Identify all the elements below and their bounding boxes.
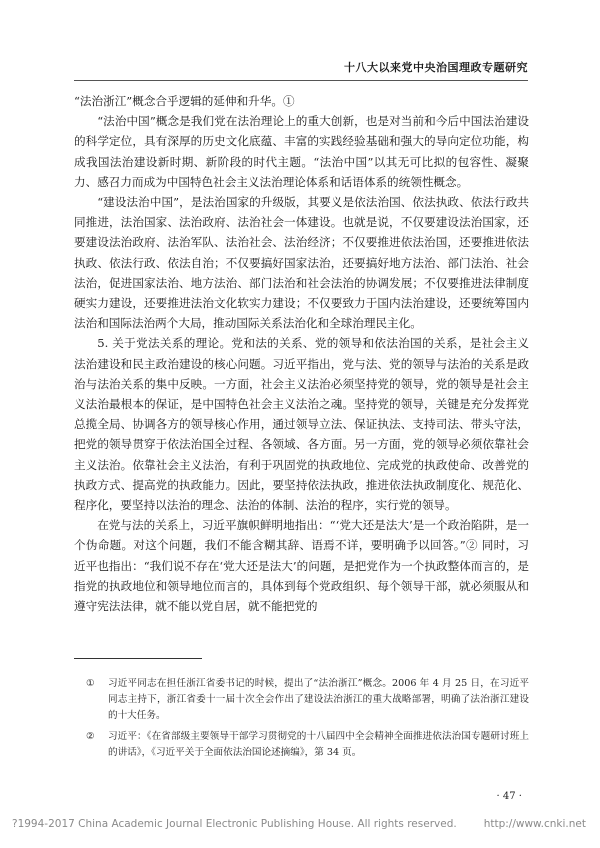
footnote-text: 习近平同志在担任浙江省委书记的时候，提出了“法治浙江”概念。2006 年 4 月 25 日，在习近平同志主持下，浙江省委十一届十次全会作出了建设法治浙江的重大战略部署，明确了法治浙江建设的十大任务。 (108, 678, 529, 721)
footnote-mark: ② (86, 731, 95, 742)
footnote-divider (74, 658, 202, 659)
footnotes (74, 676, 529, 766)
footnote-mark: ① (86, 678, 95, 689)
article-body (74, 91, 529, 616)
footnote (74, 729, 529, 761)
paragraph: 在党与法的关系上，习近平旗帜鲜明地指出：“‘党大还是法大’是一个政治陷阱，是一个伪命题。对这个问题，我们不能含糊其辞、语焉不详，要明确予以回答。”② 同时，习近平也指出：“我们说不存在‘党大还是法大’的问题，是把党作为一个执政整体而言的，是指党的执政地位和领导地位而言的，具体到每个党政组织、每个领导干部，就必须服从和遵守宪法法律，就不能以党自居，就不能把党的 (74, 518, 529, 614)
page-number: · 47 · (496, 791, 522, 802)
publisher-link[interactable]: http://www.cnki.net (483, 818, 586, 830)
copyright-watermark (12, 818, 586, 830)
paragraph: “法治浙江”概念合乎逻辑的延伸和升华。① (74, 94, 295, 108)
header-divider (74, 80, 528, 81)
paragraph: “法治中国”概念是我们党在法治理论上的重大创新，也是对当前和今后中国法治建设的科学定位，具有深厚的历史文化底蕴、丰富的实践经验基础和强大的导向定位功能，构成我国法治建设新时期、新阶段的时代主题。“法治中国”以其无可比拟的包容性、凝聚力、感召力而成为中国特色社会主义法治理论体系和话语体系的统领性概念。 (74, 114, 529, 189)
footnote (74, 676, 529, 724)
paragraph: 5. 关于党法关系的理论。党和法的关系、党的领导和依法治国的关系，是社会主义法治建设和民主政治建设的核心问题。习近平指出，党与法、党的领导与法治的关系是政治与法治关系的集中反映。一方面，社会主义法治必须坚持党的领导，党的领导是社会主义法治最根本的保证，是中国特色社会主义法治之魂。坚持党的领导，关键是充分发挥党总揽全局、协调各方的领导核心作用，通过领导立法、保证执法、支持司法、带头守法，把党的领导贯穿于依法治国全过程、各领域、各方面。另一方面，党的领导必须依靠社会主义法治。依靠社会主义法治，有利于巩固党的执政地位、完成党的执政使命、改善党的执政方式、提高党的执政能力。因此，要坚持依法执政，推进依法执政制度化、规范化、程序化，要坚持以法治的理念、法治的体制、法治的程序，实行党的领导。 (74, 336, 529, 513)
running-header: 十八大以来党中央治国理政专题研究 (344, 61, 528, 74)
footnote-text: 习近平：《在省部级主要领导干部学习贯彻党的十八届四中全会精神全面推进依法治国专题研讨班上的讲话》，《习近平关于全面依法治国论述摘编》，第 34 页。 (108, 731, 529, 758)
paragraph: “建设法治中国”，是法治国家的升级版，其要义是依法治国、依法执政、依法行政共同推进，法治国家、法治政府、法治社会一体建设。也就是说，不仅要建设法治国家，还要建设法治政府、法治军队、法治社会、法治经济；不仅要推进依法治国，还要推进依法执政、依法行政、依法自治；不仅要搞好国家法治，还要搞好地方法治、部门法治、社会法治，促进国家法治、地方法治、部门法治和社会法治的协调发展；不仅要推进法律制度硬实力建设，还要推进法治文化软实力建设；不仅要致力于国内法治建设，还要统筹国内法治和国际法治两个大局，推动国际关系法治化和全球治理民主化。 (74, 195, 529, 331)
copyright-notice: ?1994-2017 China Academic Journal Electronic Publishing House. All rights reserved. (12, 818, 457, 830)
